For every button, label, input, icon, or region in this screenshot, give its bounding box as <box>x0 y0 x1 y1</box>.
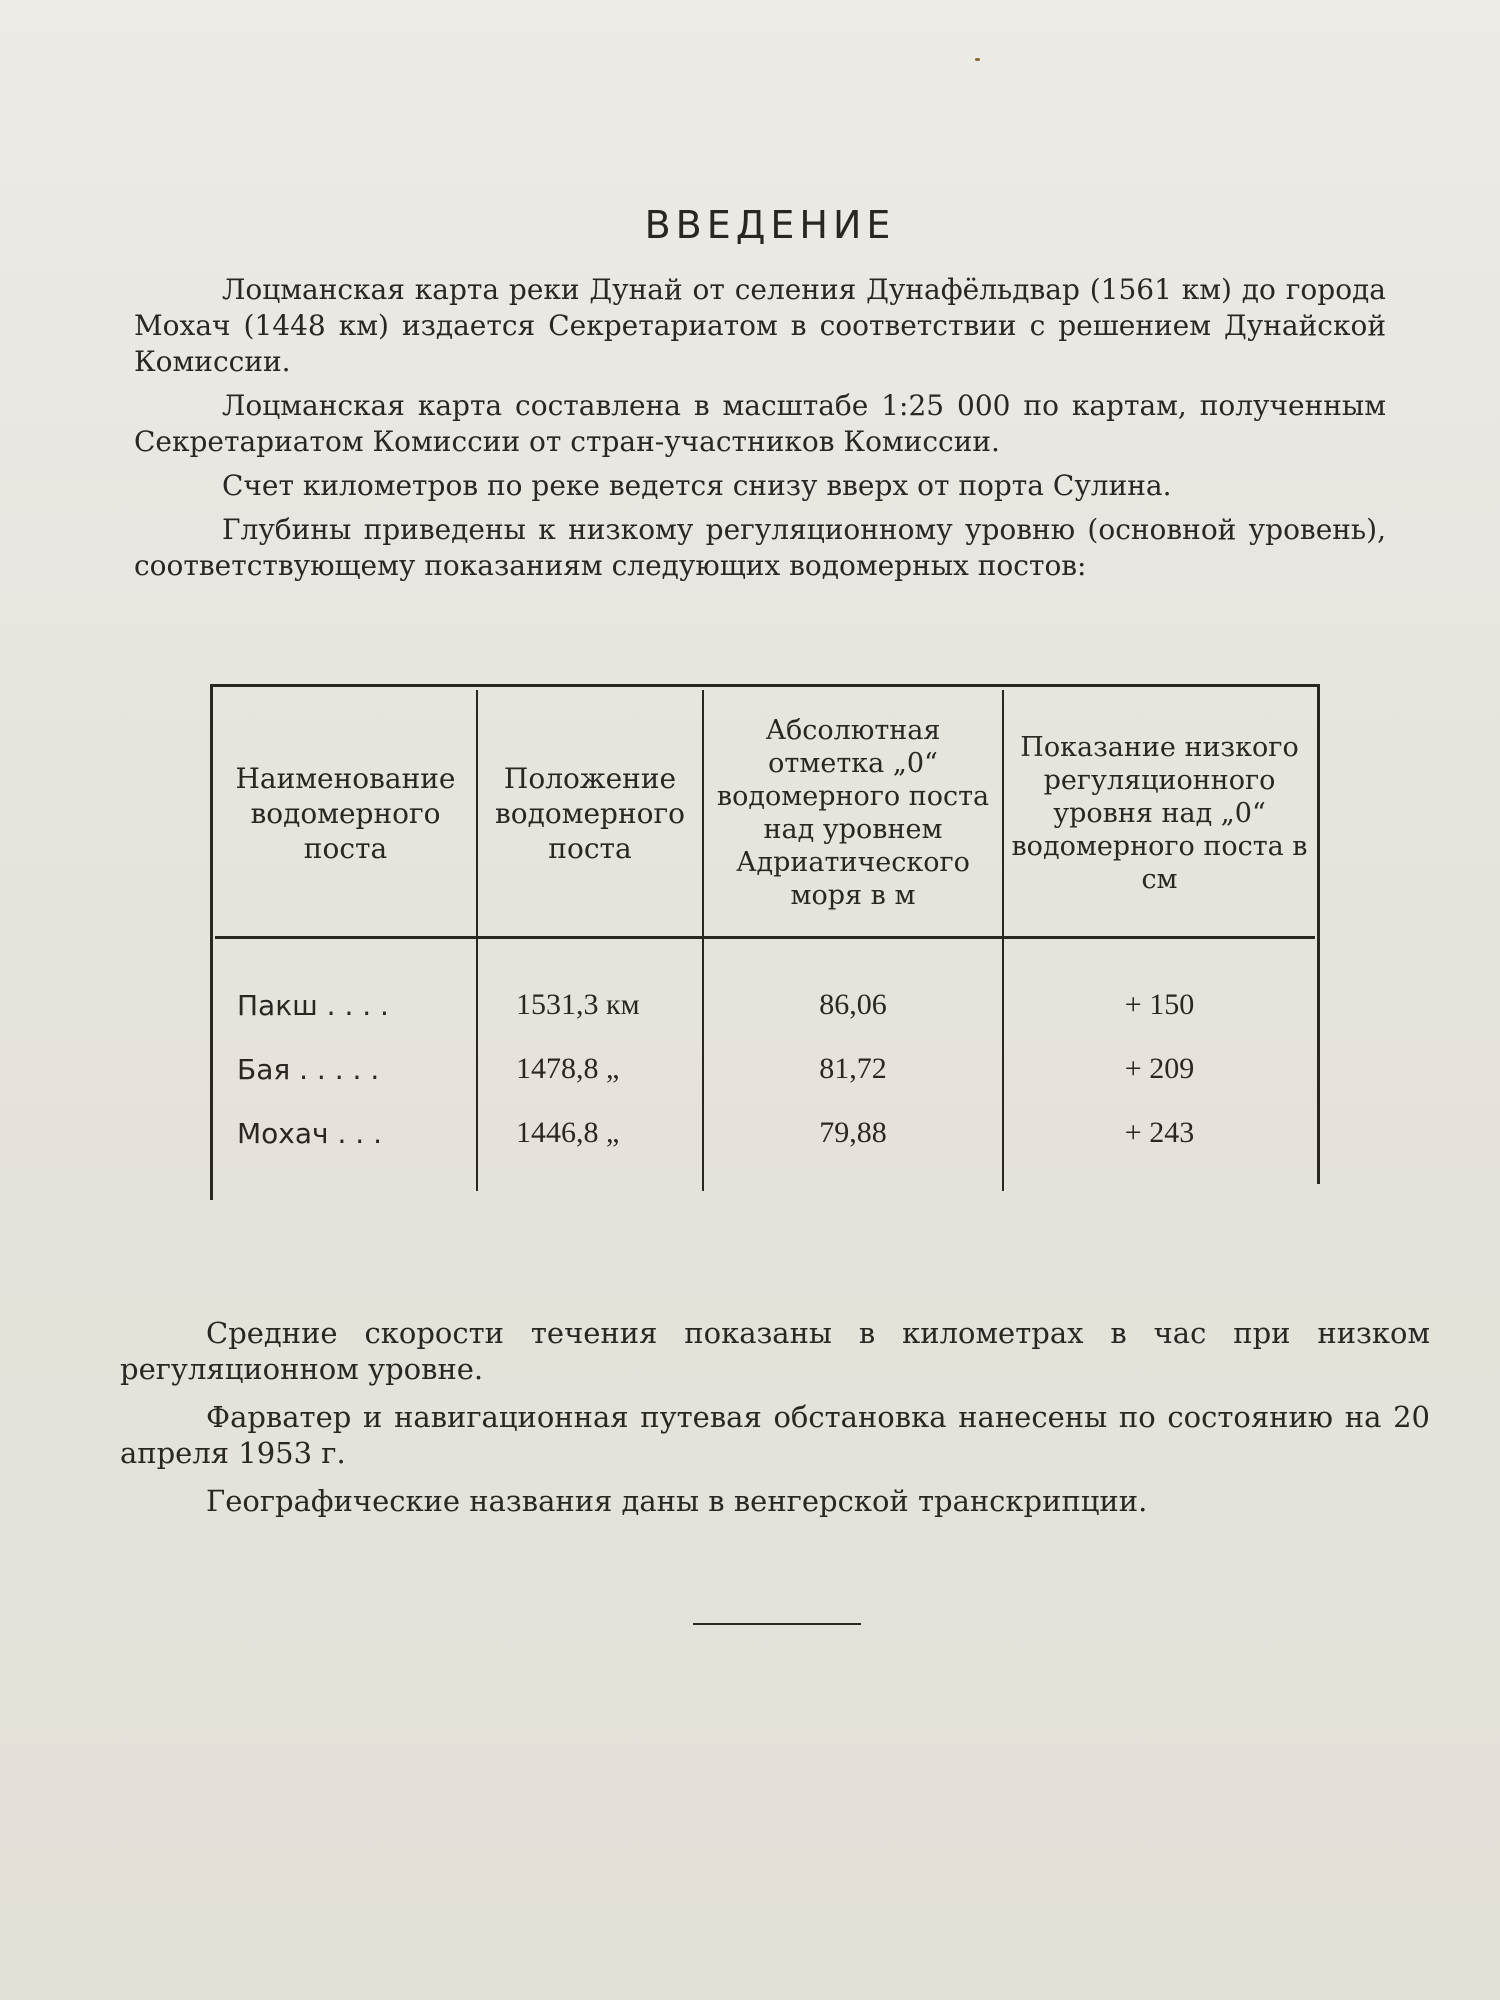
station-name: Мохач . . . <box>237 1116 382 1150</box>
station-name: Бая . . . . . <box>237 1052 380 1086</box>
table-row <box>215 973 1315 1037</box>
station-position: 1446,8 „ <box>477 1101 703 1165</box>
table-row <box>215 1037 1315 1101</box>
outro-paragraph: Средние скорости течения показаны в километрах в час при низком регуляционном уровне. <box>120 1316 1430 1386</box>
gauge-stations-table <box>215 690 1315 1202</box>
paper-speck <box>975 58 980 61</box>
absolute-mark: 79,88 <box>703 1101 1003 1165</box>
low-level-reading: + 209 <box>1003 1037 1315 1101</box>
header-station-position: Положение водомерного поста <box>477 690 703 938</box>
absolute-mark: 81,72 <box>703 1037 1003 1101</box>
intro-paragraph: Счет километров по реке ведется снизу вверх от порта Сулина. <box>222 469 1172 502</box>
low-level-reading: + 243 <box>1003 1101 1315 1165</box>
intro-text <box>134 272 1386 592</box>
intro-paragraph: Глубины приведены к низкому регуляционному уровню (основной уровень), соответствующему показаниям следующих водомерных постов: <box>134 513 1386 582</box>
table-right-rule <box>1317 684 1320 1184</box>
header-station-name: Наименование водомерного поста <box>215 690 477 938</box>
low-level-reading: + 150 <box>1003 973 1315 1037</box>
outro-paragraph: Фарватер и навигационная путевая обстановка нанесены по состоянию на 20 апреля 1953 г. <box>120 1400 1430 1470</box>
header-low-level: Показание низкого регуляционного уровня над „0“ водомерного поста в см <box>1003 690 1315 938</box>
intro-paragraph: Лоцманская карта реки Дунай от селения Дунафёльдвар (1561 км) до города Мохач (1448 км) издается Секретариатом в соответствии с решением Дунайской Комиссии. <box>134 273 1386 378</box>
closing-rule <box>693 1623 861 1625</box>
absolute-mark: 86,06 <box>703 973 1003 1037</box>
header-absolute-mark: Абсолютная отметка „0“ водомерного поста над уровнем Адриатического моря в м <box>703 690 1003 938</box>
table-top-rule <box>210 684 1318 687</box>
intro-paragraph: Лоцманская карта составлена в масштабе 1:25 000 по картам, полученным Секретариатом Комиссии от стран-участников Комиссии. <box>134 389 1386 458</box>
page-title: ВВЕДЕНИЕ <box>644 203 896 247</box>
station-position: 1531,3 км <box>477 973 703 1037</box>
table-left-rule <box>210 684 213 1200</box>
table-row <box>215 1101 1315 1165</box>
station-position: 1478,8 „ <box>477 1037 703 1101</box>
outro-paragraph: Географические названия даны в венгерской транскрипции. <box>206 1484 1148 1518</box>
station-name: Пакш . . . . <box>237 988 389 1022</box>
outro-text <box>120 1315 1430 1531</box>
